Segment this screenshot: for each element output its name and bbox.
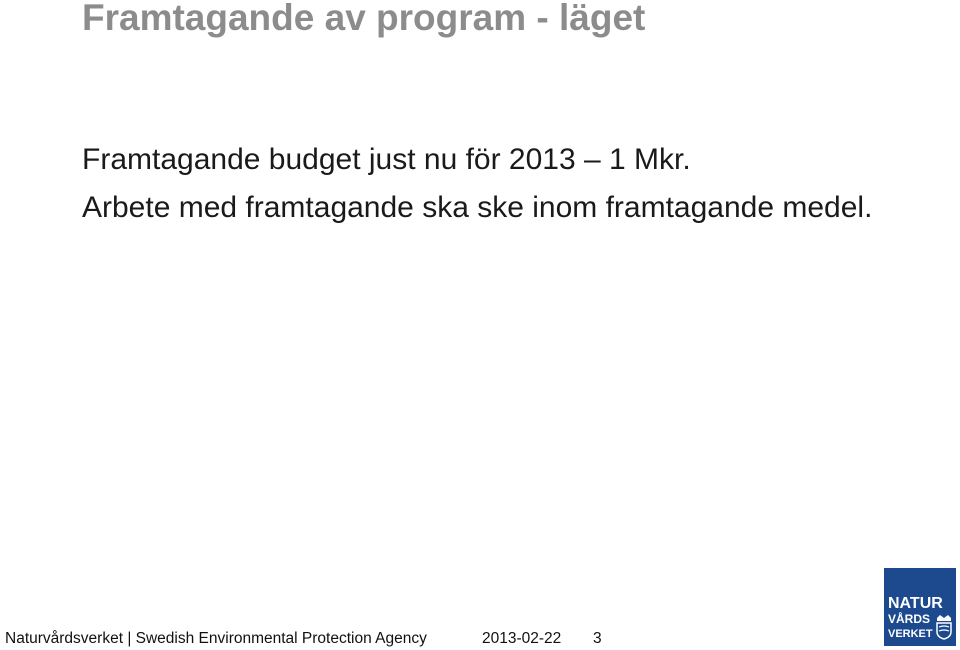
logo-text-natur: NATUR <box>888 595 943 612</box>
slide-body <box>82 136 912 232</box>
logo-text-verket: VERKET <box>888 628 933 640</box>
crown-shield-icon <box>935 614 953 640</box>
slide-footer <box>0 628 880 650</box>
body-paragraph-work: Arbete med framtagande ska ske inom framtagande medel. <box>82 191 873 224</box>
slide-title: Framtagande av program - läget <box>82 0 646 38</box>
footer-date: 2013-02-22 <box>482 630 562 647</box>
body-paragraph-budget: Framtagande budget just nu för 2013 – 1 Mkr. <box>82 143 691 176</box>
footer-page-number: 3 <box>593 630 602 647</box>
footer-organization: Naturvårdsverket | Swedish Environmental Protection Agency <box>5 630 427 647</box>
naturvardsverket-logo <box>884 568 956 646</box>
logo-text-vards: VÅRDS <box>888 612 931 626</box>
